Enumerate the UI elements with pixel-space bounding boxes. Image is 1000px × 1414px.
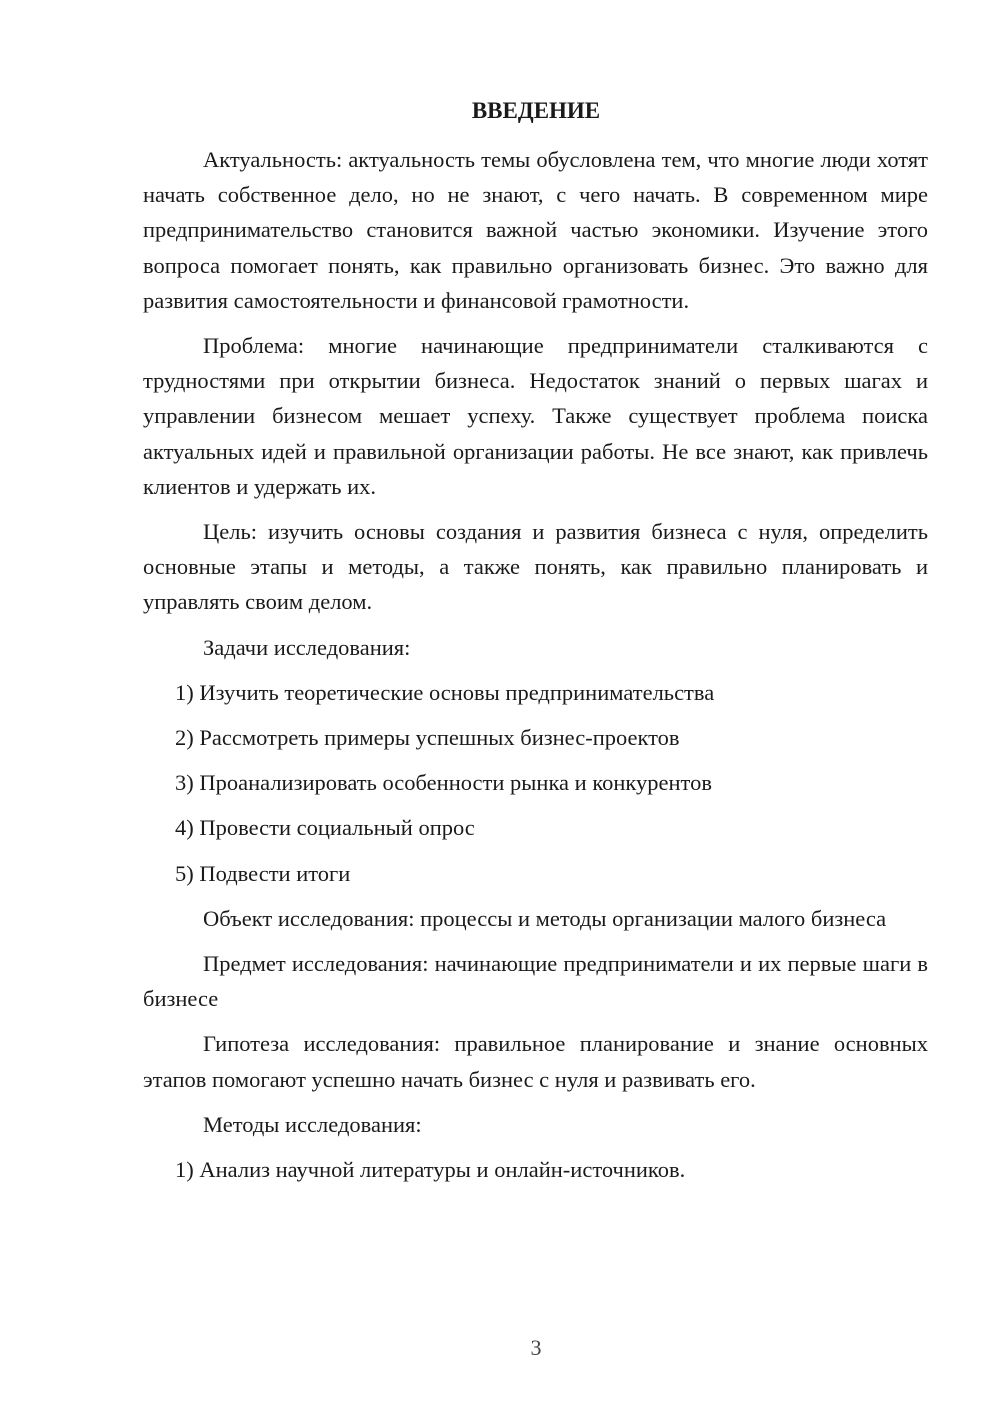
problem-paragraph: Проблема: многие начинающие предприниматели сталкиваются с трудностями при открытии бизнеса. Недостаток знаний о первых шагах и управлении бизнесом мешает успеху. Также существует проблема поиска актуальных идей и правильной организации работы. Не все знают, как привлечь клиентов и удержать их. xyxy=(143,333,928,499)
document-body xyxy=(143,142,928,1197)
goal-paragraph: Цель: изучить основы создания и развития бизнеса с нуля, определить основные этапы и методы, а также понять, как правильно планировать и управлять своим делом. xyxy=(143,519,928,615)
object-paragraph: Объект исследования: процессы и методы организации малого бизнеса xyxy=(203,905,887,931)
list-item: 3) Проанализировать особенности рынка и конкурентов xyxy=(175,770,712,796)
list-item: 1) Анализ научной литературы и онлайн-источников. xyxy=(175,1157,686,1183)
list-item: 2) Рассмотреть примеры успешных бизнес-проектов xyxy=(175,725,680,751)
list-item: 5) Подвести итоги xyxy=(175,860,351,886)
list-item: 4) Провести социальный опрос xyxy=(175,815,475,841)
relevance-paragraph: Актуальность: актуальность темы обусловлена тем, что многие люди хотят начать собственное дело, но не знают, с чего начать. В современном мире предпринимательство становится важной частью экономики. Изучение этого вопроса помогает понять, как правильно организовать бизнес. Это важно для развития самостоятельности и финансовой грамотности. xyxy=(143,147,928,313)
tasks-heading: Задачи исследования: xyxy=(203,634,411,660)
page-title: ВВЕДЕНИЕ xyxy=(471,98,601,123)
subject-paragraph: Предмет исследования: начинающие предприниматели и их первые шаги в бизнесе xyxy=(143,951,928,1012)
tasks-list xyxy=(143,675,928,891)
methods-heading: Методы исследования: xyxy=(203,1111,422,1137)
hypothesis-paragraph: Гипотеза исследования: правильное планирование и знание основных этапов помогают успешно начать бизнес с нуля и развивать его. xyxy=(143,1031,928,1092)
methods-list xyxy=(143,1152,928,1187)
list-item: 1) Изучить теоретические основы предпринимательства xyxy=(175,679,715,705)
page-number: 3 xyxy=(530,1335,542,1360)
